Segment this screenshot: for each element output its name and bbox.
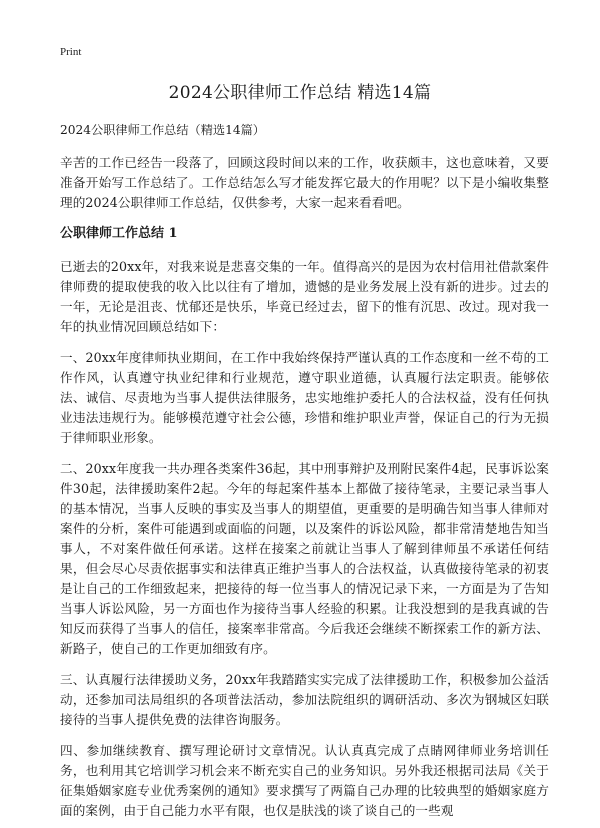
body-paragraph: 已逝去的20xx年，对我来说是悲喜交集的一年。值得高兴的是因为农村信用社借款案件律师费的提取使我的收入比以往有了增加，遗憾的是业务发展上没有新的进步。过去的一年，无论是沮丧、忧郁还是快乐，毕竟已经过去，留下的惟有沉思、改过。现对我一年的执业情况回顾总结如下：	[60, 259, 549, 334]
body-paragraph: 一、20xx年度律师执业期间，在工作中我始终保持严谨认真的工作态度和一丝不苟的工作作风，认真遵守执业纪律和行业规范，遵守职业道德，认真履行法定职责。能够依法、诚信、尽责地为当事人提供法律服务，忠实地维护委托人的合法权益，没有任何执业违法违规行为。能够模范遵守社会公德，珍惜和维护职业声誉，保证自己的行为无损于律师职业形象。	[60, 350, 549, 445]
body-paragraph: 三、认真履行法律援助义务，20xx年我踏踏实实完成了法律援助工作，积极参加公益活动，还参加司法局组织的各项普法活动，参加法院组织的调研活动、多次为钢城区妇联接待的当事人提供免费的法律咨询服务。	[60, 672, 549, 727]
page-title: 2024公职律师工作总结 精选14篇	[168, 83, 432, 103]
article-body	[60, 120, 549, 828]
section-heading: 公职律师工作总结 1	[60, 226, 178, 241]
article-subtitle: 2024公职律师工作总结（精选14篇）	[60, 123, 265, 137]
body-paragraph: 四、参加继续教育、撰写理论研讨文章情况。认认真真完成了点睛网律师业务培训任务，也利用其它培训学习机会来不断充实自己的业务知识。另外我还根据司法局《关于征集婚姻家庭专业优秀案例的通知》要求撰写了两篇自己办理的比较典型的婚姻家庭方面的案例，由于自己能力水平有限，也仅是肤浅的谈了谈自己的一些观	[60, 743, 549, 818]
body-paragraph: 二、20xx年度我一共办理各类案件36起，其中刑事辩护及刑附民案件4起，民事诉讼案件30起，法律援助案件2起。今年的每起案件基本上都做了接待笔录，主要记录当事人的基本情况，当事人反映的事实及当事人的期望值，更重要的是明确告知当事人律师对案件的分析，案件可能遇到或面临的问题，以及案件的诉讼风险，都非常清楚地告知当事人，不对案件做任何承诺。这样在接案之前就让当事人了解到律师虽不承诺任何结果，但会尽心尽责依据事实和法律真正维护当事人的合法权益，认真做接待笔录的初衷是让自己的工作细致起来，把接待的每一位当事人的情况记录下来，一方面是为了告知当事人诉讼风险，另一方面也作为接待当事人经验的积累。让我没想到的是我真诚的告知反而获得了当事人的信任，接案率非常高。今后我还会继续不断探索工作的新方法、新路子，使自己的工作更加细致有序。	[60, 461, 549, 656]
print-link[interactable]: Print	[60, 46, 82, 58]
intro-paragraph: 辛苦的工作已经告一段落了，回顾这段时间以来的工作，收获颇丰，这也意味着，又要准备开始写工作总结了。工作总结怎么写才能发挥它最大的作用呢？以下是小编收集整理的2024公职律师工作总结，仅供参考，大家一起来看看吧。	[60, 155, 549, 210]
